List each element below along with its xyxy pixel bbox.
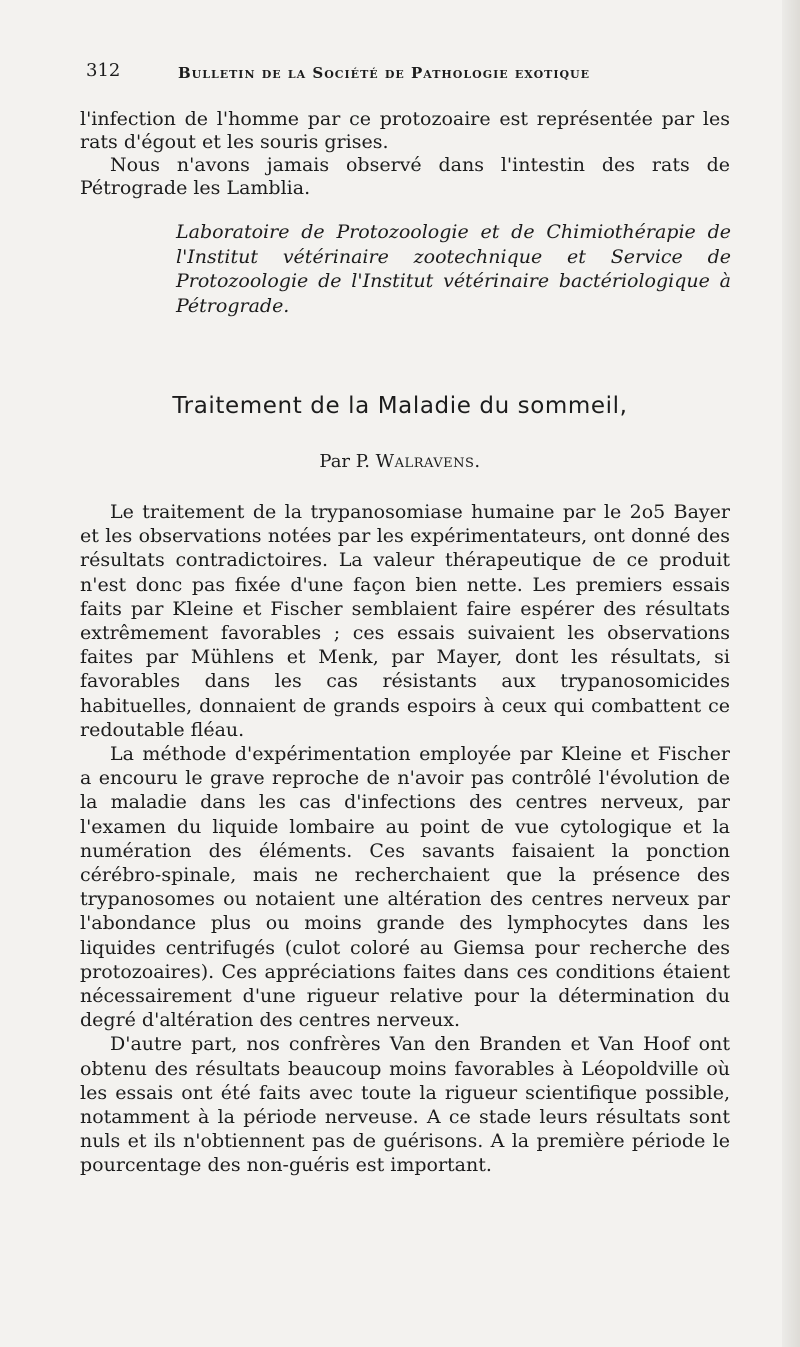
paragraph-lamblia: Nous n'avons jamais observé dans l'intestin des rats de Pétrograde les Lamblia.: [80, 154, 730, 199]
body-paragraph-3: D'autre part, nos confrères Van den Branden et Van Hoof ont obtenu des résultats beaucoup moins favorables à Léopoldville où les essais ont été faits avec toute la rigueur scientifique possible, notamment à la période nerveuse. A ce stade leurs résultats sont nuls et ils n'obtiennent pas de guérisons. A la première période le pourcentage des non-guéris est important.: [80, 1033, 730, 1177]
article-body: [80, 500, 730, 1178]
byline: [0, 451, 800, 472]
paragraph-continued: l'infection de l'homme par ce protozoaire est représentée par les rats d'égout et les souris grises.: [80, 108, 730, 153]
body-paragraph-2: La méthode d'expérimentation employée par Kleine et Fischer a encouru le grave reproche de n'avoir pas contrôlé l'évolution de la maladie dans les cas d'infections des centres nerveux, par l'examen du liquide lombaire au point de vue cytologique et la numération des éléments. Ces savants faisaient la ponction cérébro-spinale, mais ne recherchaient que la présence des trypanosomes ou notaient une altération des centres nerveux par l'abondance plus ou moins grande des lymphocytes dans les liquides centrifugés (culot coloré au Giemsa pour recherche des protozoaires). Ces appréciations faites dans ces conditions étaient nécessairement d'une rigueur relative pour la détermination du degré d'altération des centres nerveux.: [80, 743, 730, 1032]
page-number: 312: [86, 60, 121, 81]
continued-text: [80, 108, 730, 200]
author-name: Walravens.: [375, 451, 481, 472]
body-paragraph-1: Le traitement de la trypanosomiase humaine par le 2o5 Bayer et les observations notées par les expérimentateurs, ont donné des résultats contradictoires. La valeur thérapeutique de ce produit n'est donc pas fixée d'une façon bien nette. Les premiers essais faits par Kleine et Fischer semblaient faire espérer des résultats extrêmement favorables ; ces essais suivaient les observations faites par Mühlens et Menk, par Mayer, dont les résultats, si favorables dans les cas résistants aux trypanosomicides habituelles, donnaient de grands espoirs à ceux qui combattent ce redoutable fléau.: [80, 501, 730, 741]
article-title: Traitement de la Maladie du sommeil,: [172, 393, 628, 419]
byline-prefix: Par P.: [319, 451, 370, 472]
page-edge-shadow: [782, 0, 800, 1347]
affiliation-text: Laboratoire de Protozoologie et de Chimiothérapie de l'Institut vétérinaire zootechnique et Service de Protozoologie de l'Institut vétérinaire bactériologique à Pétrograde.: [176, 221, 731, 317]
running-header: [86, 60, 646, 92]
laboratory-affiliation: [176, 220, 731, 318]
running-title: Bulletin de la Société de Pathologie exotique: [178, 64, 591, 82]
